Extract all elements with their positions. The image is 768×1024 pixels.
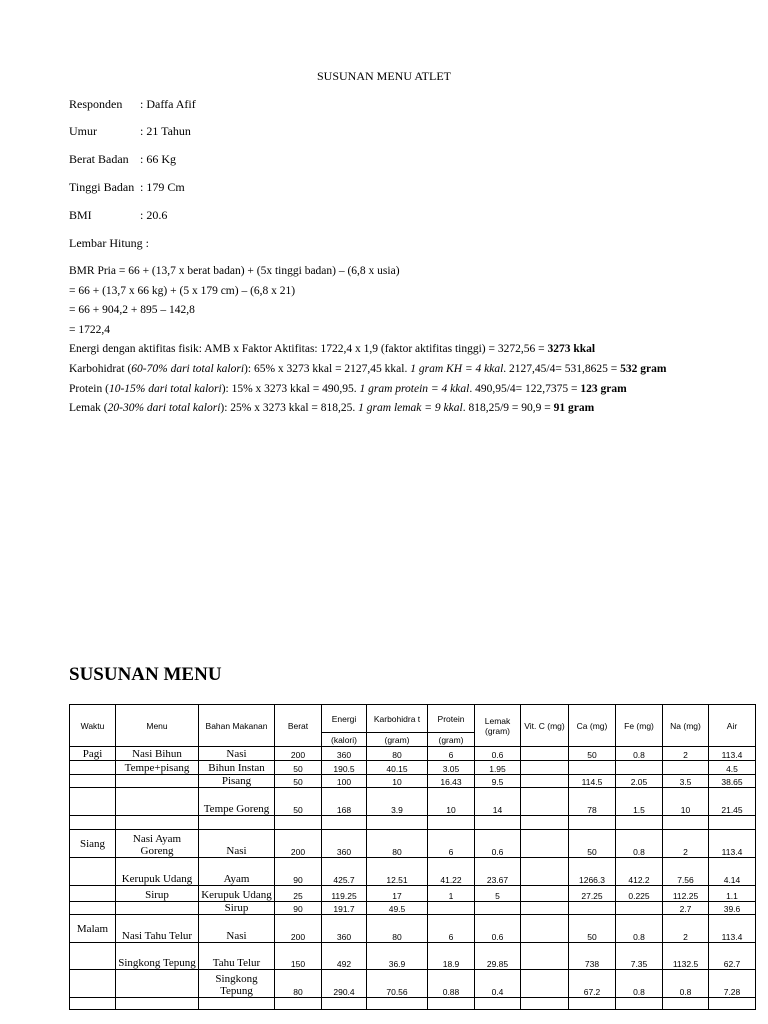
cell-lemak: 14 [475,788,521,816]
cell-energi: 119.25 [322,886,367,902]
subheader-protein: (gram) [428,733,475,747]
cell-energi: 425.7 [322,858,367,886]
cell-fe: 2.05 [616,775,663,788]
cell-karbo: 10 [367,775,428,788]
cell-air: 21.45 [709,788,756,816]
cell-karbo: 70.56 [367,970,428,998]
info-umur [69,124,191,140]
cell-ca: 1266.3 [569,858,616,886]
calc-result: 532 gram [620,362,667,375]
cell-protein: 41.22 [428,858,475,886]
cell-energi: 290.4 [322,970,367,998]
cell-bahan: Sirup [199,902,275,915]
cell-ca [569,998,616,1010]
cell-bahan: Tempe Goreng [199,788,275,816]
calc-protein-line [69,380,729,400]
cell-karbo: 3.9 [367,788,428,816]
cell-na: 1132.5 [663,943,709,970]
info-tinggi-badan [69,180,185,196]
table-row [70,886,756,902]
cell-air: 113.4 [709,915,756,943]
cell-energi: 168 [322,788,367,816]
cell-protein [428,902,475,915]
cell-vitc [521,970,569,998]
subheader-energi: (kalori) [322,733,367,747]
calc-note: 1 gram KH = 4 kkal [410,362,504,375]
cell-air: 7.28 [709,970,756,998]
cell-waktu [70,761,116,775]
cell-waktu: Siang [70,830,116,858]
cell-vitc [521,830,569,858]
cell-na: 2 [663,915,709,943]
info-berat-badan [69,152,176,168]
calc-result: 123 gram [580,382,627,395]
cell-vitc [521,886,569,902]
header-na: Na (mg) [663,705,709,747]
calc-line: = 66 + 904,2 + 895 – 142,8 [69,304,195,317]
cell-ca: 27.25 [569,886,616,902]
cell-energi [322,816,367,830]
menu-table [69,704,756,1010]
cell-berat: 80 [275,970,322,998]
calc-note: 10-15% dari total kalori [108,382,222,395]
cell-protein: 1 [428,886,475,902]
calc-energi-line [69,340,729,360]
header-vitc: Vit. C (mg) [521,705,569,747]
cell-menu [116,970,199,998]
cell-menu: Nasi Bihun [116,747,199,761]
calc-note: 60-70% dari total kalori [131,362,245,375]
cell-ca: 50 [569,915,616,943]
cell-waktu [70,775,116,788]
calc-line: = 1722,4 [69,323,110,336]
cell-protein: 6 [428,915,475,943]
header-energi: Energi [322,705,367,733]
info-value: : 20.6 [140,208,168,222]
cell-karbo: 36.9 [367,943,428,970]
cell-air: 113.4 [709,830,756,858]
menu-table-body [70,747,756,1010]
cell-fe [616,902,663,915]
table-row [70,788,756,816]
calc-text: . 818,25/9 = 90,9 = [462,402,554,415]
cell-fe: 0.8 [616,915,663,943]
cell-na [663,998,709,1010]
cell-waktu: Malam [70,915,116,943]
info-bmi [69,208,167,224]
cell-berat: 50 [275,788,322,816]
cell-vitc [521,761,569,775]
cell-na: 2 [663,747,709,761]
lembar-hitung-label: Lembar Hitung : [69,236,149,250]
cell-fe [616,998,663,1010]
cell-menu [116,998,199,1010]
info-label: BMI [69,208,92,222]
cell-protein: 6 [428,747,475,761]
cell-menu: Nasi Ayam Goreng [116,830,199,858]
cell-fe [616,816,663,830]
cell-bahan: Nasi [199,830,275,858]
cell-lemak [475,998,521,1010]
cell-karbo: 17 [367,886,428,902]
cell-ca: 78 [569,788,616,816]
cell-energi: 360 [322,747,367,761]
cell-lemak: 0.6 [475,830,521,858]
table-row [70,970,756,998]
cell-menu [116,902,199,915]
header-bahan-makanan: Bahan Makanan [199,705,275,747]
cell-lemak: 23.67 [475,858,521,886]
info-value: : 66 Kg [140,152,176,166]
calc-text: Protein ( [69,382,109,395]
cell-berat: 50 [275,775,322,788]
cell-energi: 360 [322,915,367,943]
header-air: Air [709,705,756,747]
cell-protein: 6 [428,830,475,858]
info-value: : 21 Tahun [140,124,191,138]
cell-bahan [199,998,275,1010]
table-row [70,761,756,775]
cell-bahan [199,816,275,830]
header-fe: Fe (mg) [616,705,663,747]
cell-vitc [521,998,569,1010]
cell-lemak: 0.4 [475,970,521,998]
cell-protein: 10 [428,788,475,816]
cell-air: 1.1 [709,886,756,902]
cell-na: 0.8 [663,970,709,998]
cell-lemak: 29.85 [475,943,521,970]
cell-berat: 200 [275,747,322,761]
cell-berat: 25 [275,886,322,902]
cell-air: 38.65 [709,775,756,788]
calc-line: BMR Pria = 66 + (13,7 x berat badan) + (5x tinggi badan) – (6,8 x usia) [69,265,400,277]
calc-note: 20-30% dari total kalori [107,402,221,415]
cell-vitc [521,858,569,886]
cell-na [663,761,709,775]
info-value: : 179 Cm [140,180,185,194]
cell-air: 4.5 [709,761,756,775]
cell-ca [569,816,616,830]
cell-energi: 191.7 [322,902,367,915]
calc-text: ): 25% x 3273 kkal = 818,25. [220,402,359,415]
cell-bahan: Nasi [199,915,275,943]
cell-ca: 67.2 [569,970,616,998]
cell-lemak: 0.6 [475,915,521,943]
table-row [70,998,756,1010]
cell-bahan: Nasi [199,747,275,761]
cell-ca: 50 [569,747,616,761]
cell-na: 3.5 [663,775,709,788]
cell-bahan: Kerupuk Udang [199,886,275,902]
calc-text: Energi dengan aktifitas fisik: AMB x Faktor Aktifitas: 1722,4 x 1,9 (faktor aktifitas tinggi) = 3272,56 = [69,343,548,356]
cell-fe: 0.8 [616,830,663,858]
cell-lemak: 1.95 [475,761,521,775]
cell-berat [275,998,322,1010]
cell-berat: 200 [275,830,322,858]
calc-text: Karbohidrat ( [69,362,132,375]
cell-waktu [70,886,116,902]
cell-air [709,998,756,1010]
cell-bahan: Bihun Instan [199,761,275,775]
table-header-row [70,705,756,733]
calc-lemak-line [69,399,729,419]
cell-karbo: 12.51 [367,858,428,886]
cell-menu: Nasi Tahu Telur [116,915,199,943]
cell-berat: 200 [275,915,322,943]
cell-na: 10 [663,788,709,816]
cell-protein: 0.88 [428,970,475,998]
cell-karbo: 40.15 [367,761,428,775]
cell-vitc [521,915,569,943]
cell-bahan: Singkong Tepung [199,970,275,998]
cell-vitc [521,747,569,761]
header-waktu: Waktu [70,705,116,747]
table-row [70,902,756,915]
cell-ca [569,902,616,915]
cell-bahan: Tahu Telur [199,943,275,970]
cell-karbo [367,998,428,1010]
cell-protein: 3.05 [428,761,475,775]
cell-waktu [70,970,116,998]
info-responden [69,97,196,113]
cell-energi: 190.5 [322,761,367,775]
info-label: Responden [69,97,123,111]
header-menu: Menu [116,705,199,747]
cell-vitc [521,943,569,970]
subheader-karbohidrat: (gram) [367,733,428,747]
cell-energi: 360 [322,830,367,858]
calc-note: 1 gram protein = 4 kkal [359,382,470,395]
cell-na [663,816,709,830]
cell-energi: 492 [322,943,367,970]
menu-heading: SUSUNAN MENU [69,664,222,685]
calc-note: 1 gram lemak = 9 kkal [358,402,463,415]
cell-air: 62.7 [709,943,756,970]
cell-vitc [521,816,569,830]
cell-waktu [70,788,116,816]
cell-karbo: 80 [367,915,428,943]
table-row [70,816,756,830]
header-berat: Berat [275,705,322,747]
cell-lemak [475,816,521,830]
cell-waktu [70,943,116,970]
calculation-block [69,262,729,419]
cell-air: 4.14 [709,858,756,886]
cell-menu: Kerupuk Udang [116,858,199,886]
cell-menu: Tempe+pisang [116,761,199,775]
table-row [70,943,756,970]
cell-karbo: 80 [367,830,428,858]
cell-energi: 100 [322,775,367,788]
cell-protein: 16.43 [428,775,475,788]
cell-ca: 114.5 [569,775,616,788]
cell-na: 2 [663,830,709,858]
cell-air [709,816,756,830]
header-protein: Protein [428,705,475,733]
cell-bahan: Ayam [199,858,275,886]
cell-ca: 738 [569,943,616,970]
calc-text: . 2127,45/4= 531,8625 = [503,362,621,375]
header-karbohidrat: Karbohidra t [367,705,428,733]
calc-text: Lemak ( [69,402,108,415]
table-row [70,747,756,761]
cell-bahan: Pisang [199,775,275,788]
cell-ca: 50 [569,830,616,858]
table-row [70,915,756,943]
cell-waktu [70,998,116,1010]
cell-waktu [70,902,116,915]
cell-waktu [70,858,116,886]
cell-fe: 0.8 [616,970,663,998]
cell-berat: 150 [275,943,322,970]
header-ca: Ca (mg) [569,705,616,747]
cell-karbo: 80 [367,747,428,761]
cell-na: 2.7 [663,902,709,915]
cell-karbo [367,816,428,830]
calc-karbohidrat-line [69,360,729,380]
cell-na: 7.56 [663,858,709,886]
table-row [70,830,756,858]
cell-fe [616,761,663,775]
cell-menu [116,788,199,816]
info-label: Tinggi Badan [69,180,135,194]
cell-air: 39.6 [709,902,756,915]
cell-lemak: 5 [475,886,521,902]
cell-menu [116,775,199,788]
calc-line: = 66 + (13,7 x 66 kg) + (5 x 179 cm) – (6,8 x 21) [69,284,296,297]
calc-text: . 490,95/4= 122,7375 = [469,382,581,395]
cell-ca [569,761,616,775]
cell-berat: 50 [275,761,322,775]
info-value: : Daffa Afif [140,97,196,111]
calc-text: ): 15% x 3273 kkal = 490,95. [221,382,360,395]
cell-na: 112.25 [663,886,709,902]
cell-air: 113.4 [709,747,756,761]
cell-lemak [475,902,521,915]
calc-result: 91 gram [553,402,595,415]
cell-karbo: 49.5 [367,902,428,915]
cell-vitc [521,775,569,788]
cell-menu [116,816,199,830]
cell-protein: 18.9 [428,943,475,970]
cell-menu: Sirup [116,886,199,902]
cell-waktu [70,816,116,830]
table-row [70,858,756,886]
info-label: Umur [69,124,97,138]
calc-text: ): 65% x 3273 kkal = 2127,45 kkal. [244,362,411,375]
cell-berat: 90 [275,902,322,915]
cell-lemak: 0.6 [475,747,521,761]
cell-vitc [521,902,569,915]
info-label: Berat Badan [69,152,129,166]
table-row [70,775,756,788]
cell-energi [322,998,367,1010]
cell-berat: 90 [275,858,322,886]
cell-fe: 1.5 [616,788,663,816]
cell-vitc [521,788,569,816]
cell-protein [428,998,475,1010]
calc-result: 3273 kkal [547,343,596,356]
cell-fe: 412.2 [616,858,663,886]
cell-menu: Singkong Tepung [116,943,199,970]
cell-berat [275,816,322,830]
cell-protein [428,816,475,830]
cell-fe: 0.8 [616,747,663,761]
cell-fe: 0.225 [616,886,663,902]
cell-lemak: 9.5 [475,775,521,788]
cell-fe: 7.35 [616,943,663,970]
header-lemak: Lemak (gram) [475,705,521,747]
cell-waktu: Pagi [70,747,116,761]
document-title: SUSUNAN MENU ATLET [316,69,451,83]
